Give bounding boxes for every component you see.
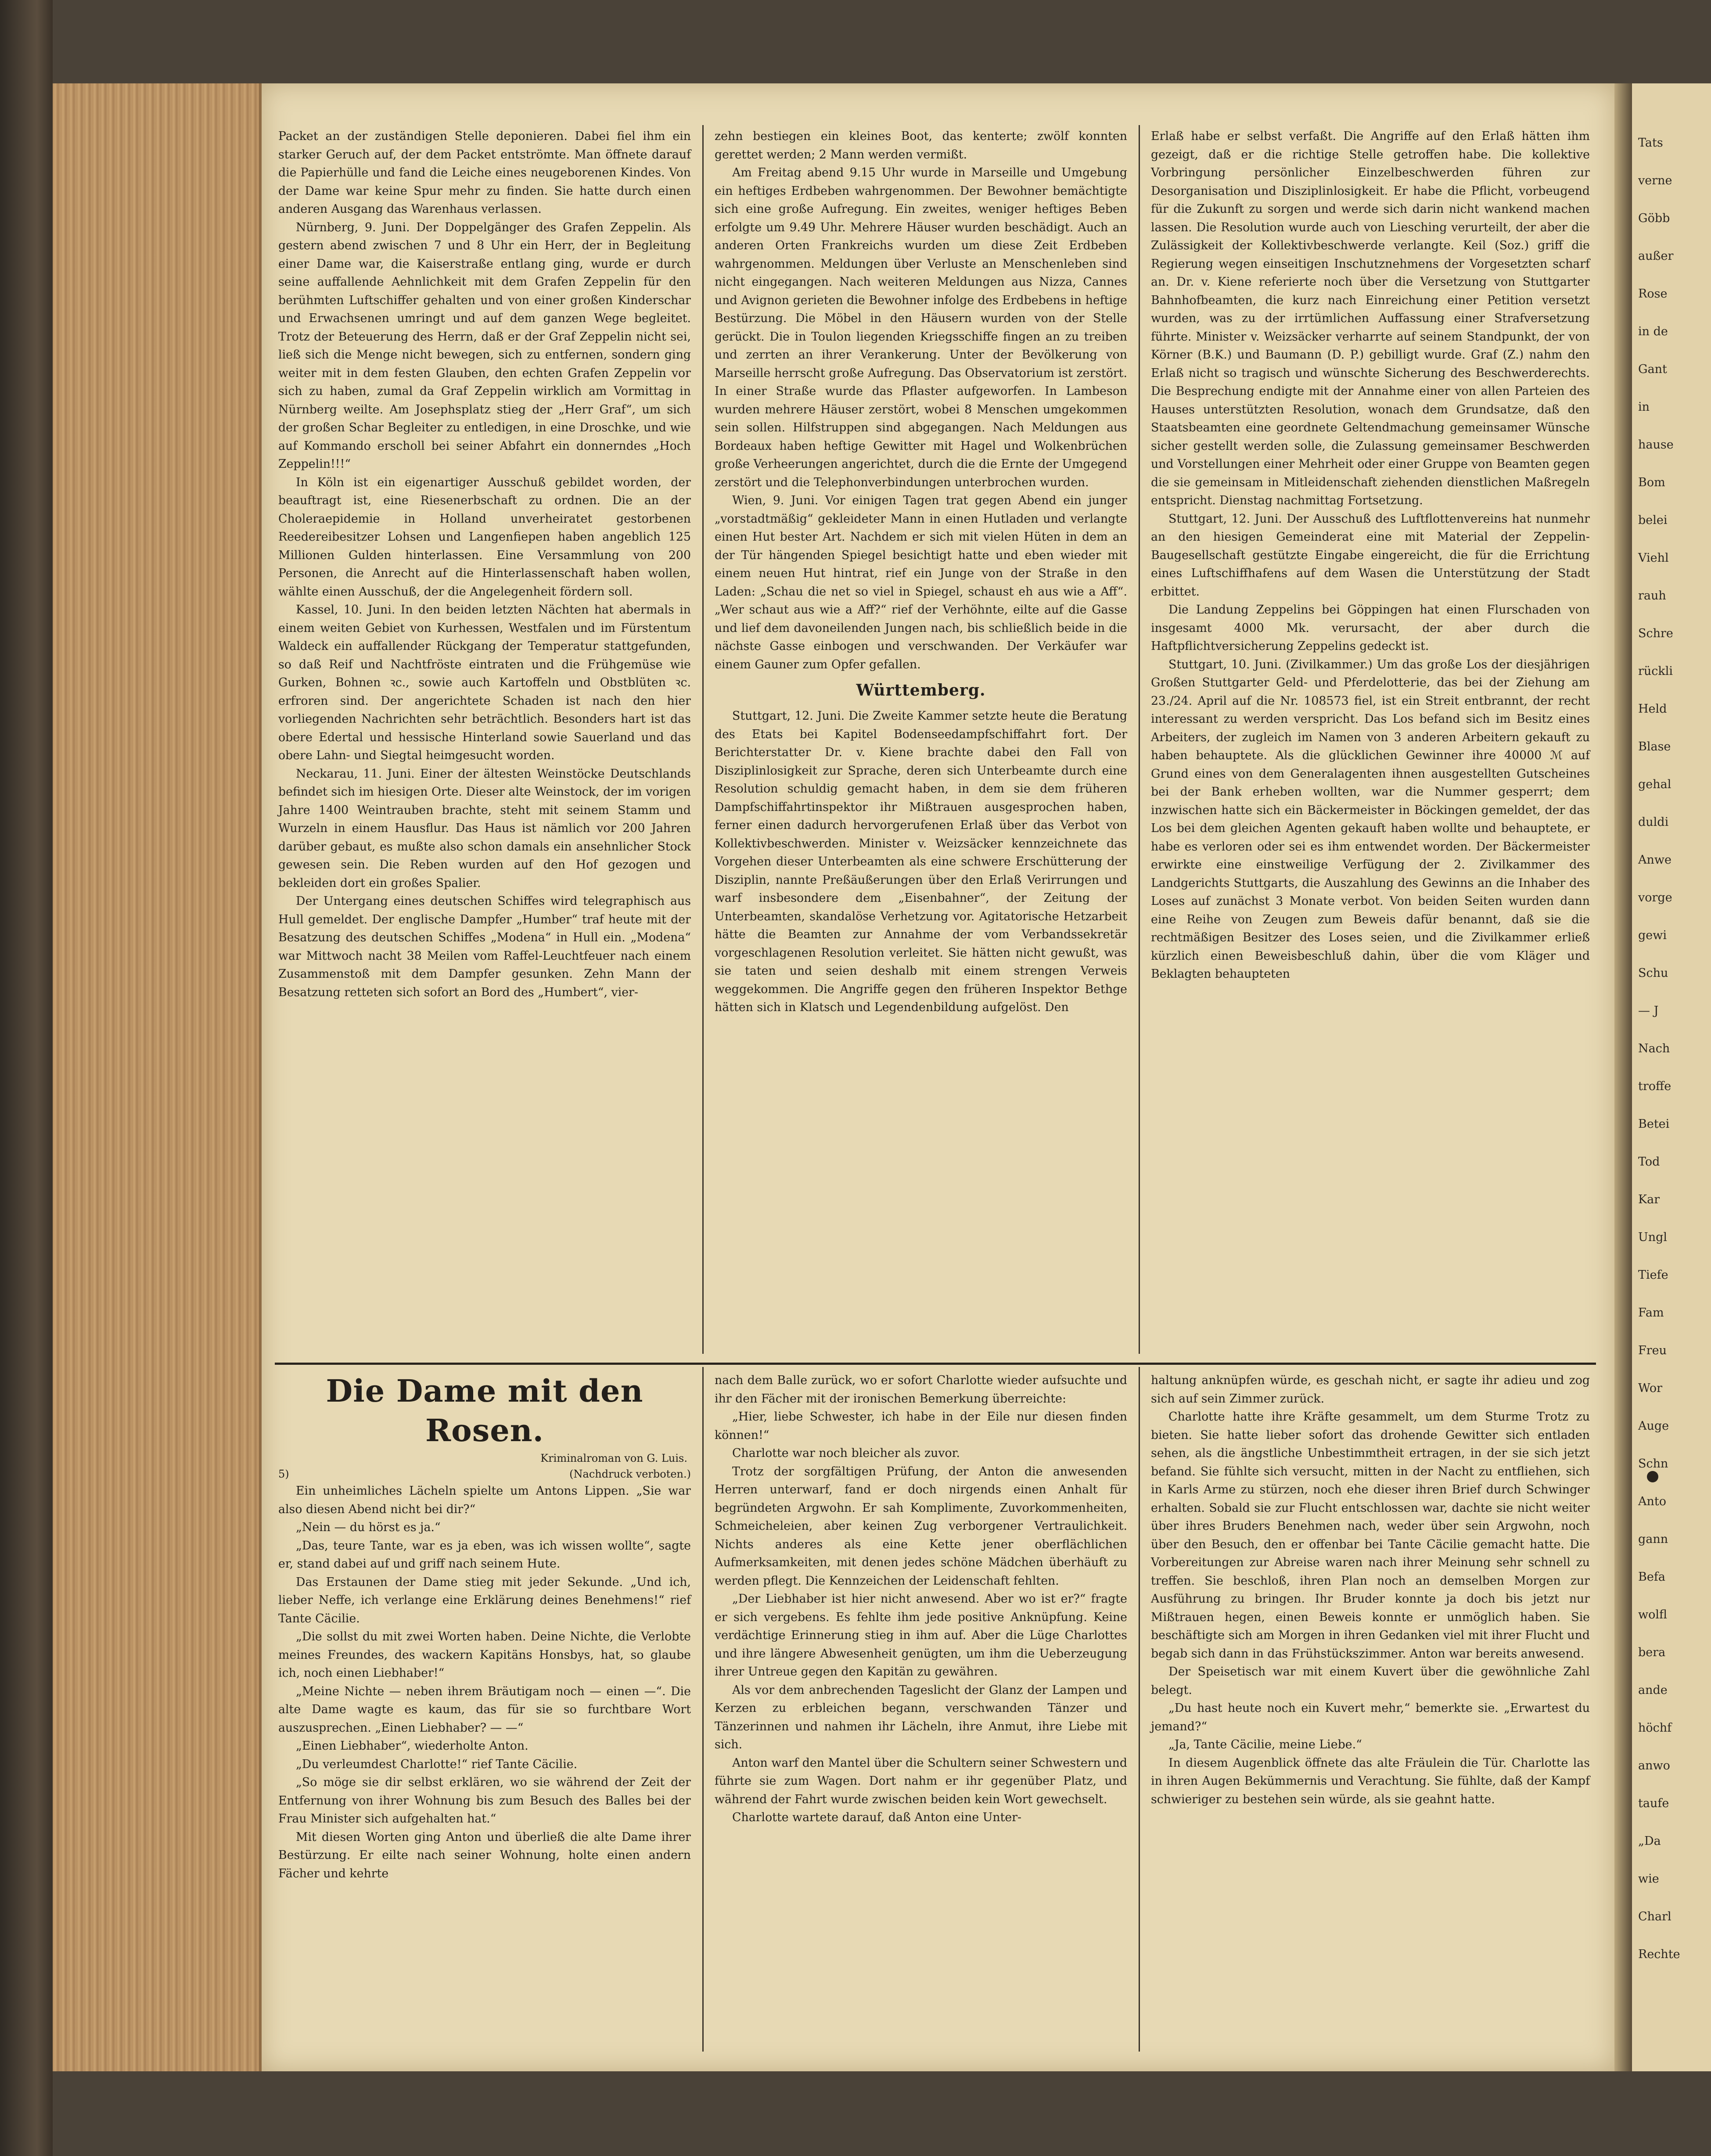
paragraph: Stuttgart, 10. Juni. (Zivilkammer.) Um das große Los der diesjährigen Großen Stuttgarter Geld- und Pferdelotterie, das bei der Ziehung am 23./24. April auf die Nr. 108573 fiel, ist ein Streit entbrannt, der recht interessant zu werden verspricht. Das Los befand sich im Besitz eines Arbeiters, der zugleich im Namen von 3 anderen Arbeitern gekauft zu haben behauptete. Als die glücklichen Gewinner ihre 40000 ℳ auf Grund eines von dem Generalagenten ihnen ausgestellten Gutscheines bei der Bank erheben wollten, war die Nummer gesperrt; dem inzwischen hatte sich ein Bäckermeister in Böckingen gemeldet, der das Los bei dem gleichen Agenten gekauft haben wollte und behauptete, er habe es verloren oder sei es ihm entwendet worden. Der Bäckermeister erwirkte eine einstweilige Verfügung der 2. Zivilkammer des Landgerichts Stuttgarts, die Auszahlung des Gewinns an die Inhaber des Loses auf zunächst 3 Monate verbot. Von beiden Seiten wurden dann eine Reihe von Zeugen zum Beweis dafür benannt, daß sie die rechtmäßigen Besitzer des Loses seien, und die Zivilkammer erließ kürzlich einen Beweisbeschluß dahin, über die vom Kläger und Beklagten behaupteten — [1151, 657, 1590, 981]
adjacent-page-text-fragment: taufe — [1638, 1797, 1669, 1810]
adjacent-page-text-fragment: verne — [1638, 174, 1672, 187]
paragraph: „Die sollst du mit zwei Worten haben. Deine Nichte, die Verlobte meines Freundes, des wackern Kapitäns Honsbys, hat, so glaube ich, noch einen Liebhaber!“ — [278, 1630, 691, 1680]
adjacent-page-text-fragment: ande — [1638, 1683, 1668, 1697]
adjacent-page-text-fragment: Rose — [1638, 287, 1668, 301]
paragraph: Die Landung Zeppelins bei Göppingen hat einen Flurschaden von insgesamt 4000 Mk. verursacht, der aber durch die Haftpflichtversicherung Zeppelins gedeckt ist. — [1151, 603, 1590, 653]
adjacent-page-text-fragment: rauh — [1638, 589, 1666, 603]
paragraph: „Hier, liebe Schwester, ich habe in der Eile nur diesen finden können!“ — [715, 1410, 1127, 1442]
adjacent-page-text-fragment: höchf — [1638, 1721, 1672, 1735]
column-divider — [1139, 1367, 1140, 2052]
adjacent-page-text-fragment: Nach — [1638, 1042, 1670, 1055]
paragraph: Der Speisetisch war mit einem Kuvert über die gewöhnliche Zahl belegt. — [1151, 1665, 1590, 1697]
adjacent-page-text-fragment: Rechte — [1638, 1948, 1680, 1961]
adjacent-page-text-fragment: gehal — [1638, 778, 1671, 791]
adjacent-page-text-fragment: „Da — [1638, 1834, 1661, 1848]
adjacent-page-text-fragment: Fam — [1638, 1306, 1664, 1320]
news-column-2 — [715, 127, 1127, 1017]
paragraph: Das Erstaunen der Dame stieg mit jeder Sekunde. „Und ich, lieber Neffe, ich verlange eine Erklärung deines Benehmens!“ rief Tante Cäcilie. — [278, 1575, 691, 1625]
novel-column-3 — [1151, 1371, 1590, 1808]
paragraph: nach dem Balle zurück, wo er sofort Charlotte wieder aufsuchte und ihr den Fächer mit der ironischen Bemerkung überreichte: — [715, 1374, 1127, 1406]
paragraph: „Du hast heute noch ein Kuvert mehr,“ bemerkte sie. „Erwartest du jemand?“ — [1151, 1701, 1590, 1733]
binding-hole — [1647, 1471, 1658, 1482]
paragraph: Charlotte wartete darauf, daß Anton eine Unter- — [732, 1811, 1022, 1824]
adjacent-page-text-fragment: belei — [1638, 513, 1668, 527]
paragraph: „So möge sie dir selbst erklären, wo sie während der Zeit der Entfernung von ihrer Wohnung bis zum Besuch des Balles bei der Frau Minister sich aufgehalten hat.“ — [278, 1776, 691, 1826]
paragraph: „Nein — du hörst es ja.“ — [296, 1521, 441, 1534]
paragraph: Anton warf den Mantel über die Schultern seiner Schwestern und führte sie zum Wagen. Dort nahm er ihr gegenüber Platz, und während der Fahrt wurde zwischen beiden kein Wort gewechselt. — [715, 1756, 1127, 1806]
novel-column-1 — [278, 1371, 691, 1883]
adjacent-page-text-fragment: hause — [1638, 438, 1674, 452]
adjacent-page-text-fragment: in — [1638, 400, 1650, 414]
adjacent-page-text-fragment: Tats — [1638, 136, 1663, 150]
adjacent-page-text-fragment: Viehl — [1638, 551, 1669, 565]
book-spine — [0, 0, 53, 2156]
adjacent-page-text-fragment: gewi — [1638, 929, 1667, 942]
adjacent-page-text-fragment: Wor — [1638, 1381, 1663, 1395]
feuilleton-separator — [275, 1363, 1596, 1365]
adjacent-page-text-fragment: Ungl — [1638, 1230, 1668, 1244]
adjacent-page-text-fragment: gann — [1638, 1532, 1668, 1546]
paragraph: Mit diesen Worten ging Anton und überließ die alte Dame ihrer Bestürzung. Er eilte nach seiner Wohnung, holte einen andern Fächer und kehrte — [278, 1830, 691, 1880]
paragraph: „Du verleumdest Charlotte!“ rief Tante Cäcilie. — [296, 1757, 578, 1771]
paragraph: In Köln ist ein eigenartiger Ausschuß gebildet worden, der beauftragt ist, eine Riesenerbschaft zu ordnen. Die an der Choleraepidemie in Holland unverheiratet gestorbenen Reedereibesitzer Lohsen und Langenfiepen haben angeblich 125 Millionen Gulden hinterlassen. Eine Versammlung von 200 Personen, die Anrecht auf die Hinterlassenschaft haben wollen, wählte einen Ausschuß, der die Angelegenheit fördern soll. — [278, 475, 691, 599]
paragraph: Charlotte war noch bleicher als zuvor. — [732, 1446, 960, 1460]
paragraph: In diesem Augenblick öffnete das alte Fräulein die Tür. Charlotte las in ihren Augen Bekümmernis und Verachtung. Sie fühlte, daß der Kampf schwieriger zu bestehen sein würde, als sie geahnt hatte. — [1151, 1756, 1590, 1806]
paragraph: Trotz der sorgfältigen Prüfung, der Anton die anwesenden Herren unterwarf, fand er doch nirgends einen Anhalt für begründeten Argwohn. Er sah Komplimente, Zuvorkommenheiten, Schmeicheleien, aber keinen Zug verborgener Vertraulichkeit. Nichts anderes als eine Kette jener oberflächlichen Aufmerksamkeiten, mit denen jedes schöne Mädchen überhäuft zu werden pflegt. Die Kennzeichen der Leidenschaft fehlten. — [715, 1464, 1127, 1588]
paragraph: Nürnberg, 9. Juni. Der Doppelgänger des Grafen Zeppelin. Als gestern abend zwischen 7 und 8 Uhr ein Herr, der in Begleitung einer Dame war, die Kaiserstraße entlang ging, wurde er durch seine auffallende Aehnlichkeit mit dem Grafen Zeppelin für den berühmten Luftschiffer gehalten und von einer großen Kinderschar und Erwachsenen umringt und auf dem ganzen Wege begleitet. Trotz der Beteuerung des Herrn, daß er der Graf Zeppelin nicht sei, ließ sich die Menge nicht bewegen, sich zu entfernen, sondern ging weiter mit in dem festen Glauben, den echten Grafen Zeppelin vor sich zu haben, zumal da Graf Zeppelin wirklich am Vormittag in Nürnberg weilte. Am Josephsplatz stieg der „Herr Graf“, um sich der großen Schar Begleiter zu entledigen, in eine Droschke, und wie auf Kommando erscholl bei seiner Abfahrt ein donnerndes „Hoch Zeppelin!!!“ — [278, 220, 691, 471]
paragraph: Als vor dem anbrechenden Tageslicht der Glanz der Lampen und Kerzen zu erbleichen begann, verschwanden Tänzer und Tänzerinnen und nahmen ihr Lächeln, ihre Anmut, ihre Liebe mit sich. — [715, 1683, 1127, 1751]
adjacent-page-text-fragment: Held — [1638, 702, 1667, 716]
adjacent-page-text-fragment: außer — [1638, 249, 1674, 263]
newspaper-page — [262, 83, 1614, 2071]
adjacent-page-text-fragment: Schu — [1638, 966, 1668, 980]
news-column-3 — [1151, 127, 1590, 983]
adjacent-page-text-fragment: Göbb — [1638, 212, 1670, 225]
paragraph: zehn bestiegen ein kleines Boot, das kenterte; zwölf konnten gerettet werden; 2 Mann werden vermißt. — [715, 129, 1127, 161]
adjacent-page-text-fragment: Auge — [1638, 1419, 1669, 1433]
paragraph: Am Freitag abend 9.15 Uhr wurde in Marseille und Umgebung ein heftiges Erdbeben wahrgenommen. Der Bewohner bemächtigte sich eine große Aufregung. Ein zweites, weniger heftiges Beben erfolgte um 9.49 Uhr. Mehrere Häuser wurden beschädigt. Auch an anderen Orten Frankreichs wurden um diese Zeit Erdbeben wahrgenommen. Meldungen über Verluste an Menschenleben sind nicht eingegangen. Nach weiteren Meldungen aus Nizza, Cannes und Avignon gerieten die Bewohner infolge des Erdbebens in heftige Bestürzung. Die Möbel in den Häusern wurden von der Stelle gerückt. Die in Toulon liegenden Kriegsschiffe fingen an zu treiben und zerrten an ihrer Verankerung. Unter der Bevölkerung von Marseille herrscht große Aufregung. Das Observatorium ist zerstört. In einer Straße wurde das Pflaster aufgeworfen. In Lambeson wurden mehrere Häuser zerstört, wobei 8 Menschen umgekommen sein sollen. Hilfstruppen sind abgegangen. Nach Meldungen aus Bordeaux haben heftige Gewitter mit Hagel und Wolkenbrüchen große Verheerungen angerichtet, durch die die Ernte der Umgegend zerstört und die Telephonverbindungen unterbrochen wurden. — [715, 166, 1127, 489]
novel-column-2 — [715, 1371, 1127, 1827]
adjacent-page-text-fragment: duldi — [1638, 815, 1669, 829]
paragraph: „Einen Liebhaber“, wiederholte Anton. — [296, 1739, 528, 1753]
adjacent-page-text-fragment: Befa — [1638, 1570, 1665, 1584]
adjacent-page-text-fragment: bera — [1638, 1646, 1666, 1659]
adjacent-page-text-fragment: Tod — [1638, 1155, 1660, 1169]
adjacent-page-text-fragment: Bom — [1638, 476, 1665, 489]
adjacent-page-text-fragment: in de — [1638, 325, 1668, 338]
paragraph: Kassel, 10. Juni. In den beiden letzten Nächten hat abermals in einem weiten Gebiet von Kurhessen, Westfalen und im Fürstentum Waldeck ein auffallender Rückgang der Temperatur stattgefunden, so daß Reif und Nachtfröste eintraten und die Frühgemüse wie Gurken, Bohnen ꝛc., sowie auch Kartoffeln und Obstblüten ꝛc. erfroren sind. Der angerichtete Schaden ist nach den hier vorliegenden Nachrichten sehr beträchtlich. Besonders hart ist das obere Edertal und hessische Hinterland sowie Sauerland und das obere Lahn- und Siegtal heimgesucht worden. — [278, 603, 691, 762]
adjacent-page-text-fragment: Kar — [1638, 1193, 1660, 1206]
adjacent-page-text-fragment: Anto — [1638, 1495, 1666, 1508]
paragraph: Erlaß habe er selbst verfaßt. Die Angriffe auf den Erlaß hätten ihm gezeigt, daß er die richtige Stelle getroffen habe. Die kollektive Vorbringung persönlicher Einzelbeschwerden führen zur Desorganisation und Disziplinlosigkeit. Er habe die Pflicht, vorbeugend für die Zukunft zu sorgen und werde sich darin nicht wankend machen lassen. Die Resolution wurde auch von Liesching verurteilt, der aber die Zulässigkeit der Kollektivbeschwerde verlangte. Keil (Soz.) griff die Regierung wegen einseitigen Inschutznehmens der Vorgesetzten scharf an. Dr. v. Kiene referierte noch über die Versetzung von Stuttgarter Bahnhofbeamten, die kurz nach Einreichung einer Petition versetzt wurden, was zu der irrtümlichen Auffassung einer Strafversetzung führte. Minister v. Weizsäcker verharrte auf seinem Standpunkt, der von Körner (B.K.) und Baumann (D. P.) gebilligt wurde. Graf (Z.) nahm den Erlaß nicht so tragisch und wünschte Sicherung des Beschwerderechts. Die Besprechung endigte mit der Annahme einer von allen Parteien des Hauses unterstützten Resolution, wonach dem Grundsatze, daß den Staatsbeamten eine geordnete Geltendmachung gemeinsamer Wünsche sicher gestellt werden solle, die Zulassung gemeinsamer Beschwerden und Vorstellungen einer Mehrheit oder einer Gruppe von Beamten gegen die sie gemeinsam in Mitleidenschaft ziehenden dienstlichen Maßregeln entspricht. Dienstag nachmittag Fortsetzung. — [1151, 129, 1590, 507]
book-page-edges — [53, 83, 262, 2071]
installment-number: 5) — [278, 1468, 289, 1480]
adjacent-page-text-fragment: Anwe — [1638, 853, 1671, 867]
adjacent-page-text-fragment: Schn — [1638, 1457, 1668, 1471]
adjacent-page-text-fragment: Freu — [1638, 1344, 1667, 1357]
adjacent-page-text-fragment: wolfl — [1638, 1608, 1668, 1621]
column-divider — [702, 1367, 704, 2052]
paragraph: Neckarau, 11. Juni. Einer der ältesten Weinstöcke Deutschlands befindet sich im hiesigen Orte. Dieser alte Weinstock, der im vorigen Jahre 1400 Weintrauben brachte, steht mit seinem Stamm und Wurzeln in einem Hausflur. Das Haus ist nämlich vor 200 Jahren darüber gebaut, es mußte also schon damals ein ansehnlicher Stock gewesen sein. Die Reben wurden auf den Hof gezogen und bekleiden dort ein großes Spalier. — [278, 767, 691, 890]
adjacent-page-text-fragment: troffe — [1638, 1080, 1671, 1093]
paragraph: Ein unheimliches Lächeln spielte um Antons Lippen. „Sie war also diesen Abend nicht bei dir?“ — [278, 1484, 691, 1516]
adjacent-page-text-fragment: Gant — [1638, 362, 1667, 376]
column-divider — [1139, 125, 1140, 1354]
paragraph: „Ja, Tante Cäcilie, meine Liebe.“ — [1168, 1738, 1362, 1751]
paragraph: Stuttgart, 12. Juni. Die Zweite Kammer setzte heute die Beratung des Etats bei Kapitel Bodenseedampfschiffahrt fort. Der Berichterstatter Dr. v. Kiene brachte dabei den Fall von Disziplinlosigkeit zur Sprache, deren sich Unterbeamte durch eine Resolution schuldig gemacht haben, in dem sie dem früheren Dampfschiffahrtinspektor ihr Mißtrauen ausgesprochen haben, ferner einen dadurch hervorgerufenen Erlaß über das Verbot von Kollektivbeschwerden. Minister v. Weizsäcker kennzeichnete das Vorgehen dieser Unterbeamten als eine schwere Erschütterung der Disziplin, nannte Preßäußerungen über den Erlaß Verirrungen und warf insbesondere dem „Eisenbahner“, der Zeitung der Unterbeamten, skandalöse Verhetzung vor. Agitatorische Hetzarbeit hätte die Beamten zur Annahme der vom Verbandssekretär vorgeschlagenen Resolution verleitet. Sie hätten nicht gewußt, was sie taten und seien deshalb mit einem strengen Verweis weggekommen. Die Angriffe gegen den früheren Inspektor Bethge hätten sich in Klatsch und Legendenbildung aufgelöst. Den — [715, 709, 1127, 1014]
paragraph: „Das, teure Tante, war es ja eben, was ich wissen wollte“, sagte er, stand dabei auf und griff nach seinem Hute. — [278, 1539, 691, 1571]
paragraph: Packet an der zuständigen Stelle deponieren. Dabei fiel ihm ein starker Geruch auf, der dem Packet entströmte. Man öffnete darauf die Papierhülle und fand die Leiche eines neugeborenen Kindes. Von der Dame war keine Spur mehr zu finden. Sie hatte durch einen anderen Ausgang das Warenhaus verlassen. — [278, 129, 691, 216]
paragraph: „Der Liebhaber ist hier nicht anwesend. Aber wo ist er?“ fragte er sich vergebens. Es fehlte ihm jede positive Anknüpfung. Keine verdächtige Erinnerung stieg in ihm auf. Aber die Lüge Charlottes und ihre längere Abwesenheit genügten, um ihm die Ueberzeugung ihrer Untreue gegen den Kapitän zu gewähren. — [715, 1592, 1127, 1679]
paragraph: haltung anknüpfen würde, es geschah nicht, er sagte ihr adieu und zog sich auf sein Zimmer zurück. — [1151, 1374, 1590, 1406]
novel-subtitle: Kriminalroman von G. Luis. — [540, 1452, 687, 1464]
adjacent-page-text-fragment: Blase — [1638, 740, 1671, 753]
paragraph: Stuttgart, 12. Juni. Der Ausschuß des Luftflottenvereins hat nunmehr an den hiesigen Gemeinderat eine mit Material der Zeppelin-Baugesellschaft gestützte Eingabe eingereicht, die für die Errichtung eines Luftschiffhafens auf dem Wasen die Unterstützung der Stadt erbittet. — [1151, 512, 1590, 599]
paragraph: „Meine Nichte — neben ihrem Bräutigam noch — einen —“. Die alte Dame wagte es kaum, das für sie so furchtbare Wort auszusprechen. „Einen Liebhaber? — —“ — [278, 1684, 691, 1735]
page-gutter — [1614, 83, 1632, 2071]
adjacent-page-text-fragment: Charl — [1638, 1910, 1671, 1923]
adjacent-page-text-fragment: vorge — [1638, 891, 1672, 904]
adjacent-page-text-fragment: Schre — [1638, 627, 1673, 640]
adjacent-page-text-fragment: Betei — [1638, 1117, 1670, 1131]
novel-title: Die Dame mit den Rosen. — [326, 1373, 643, 1449]
paragraph: Der Untergang eines deutschen Schiffes wird telegraphisch aus Hull gemeldet. Der englische Dampfer „Humber“ traf heute mit der Besatzung des deutschen Schiffes „Modena“ in Hull ein. „Modena“ war Mittwoch nacht 38 Meilen vom Raffel-Leuchtfeuer nach einem Zusammenstoß mit dem Dampfer gesunken. Zehn Mann der Besatzung retteten sich sofort an Bord des „Humbert“, vier- — [278, 894, 691, 999]
paragraph: Wien, 9. Juni. Vor einigen Tagen trat gegen Abend ein junger „vorstadtmäßig“ gekleideter Mann in einen Hutladen und verlangte einen Hut bester Art. Nachdem er sich mit vielen Hüten in dem an der Tür hängenden Spiegel besichtigt hatte und eben wieder mit einem neuen Hut hintrat, rief ein Junge von der Straße in den Laden: „Schau die net so viel in Spiegel, schaust eh aus wie a Aff“. „Wer schaut aus wie a Aff?“ rief der Verhöhnte, eilte auf die Gasse und lief dem davoneilenden Jungen nach, bis schließlich beide in die nächste Gasse einbogen und verschwanden. Der Verkäufer war einem Gauner zum Opfer gefallen. — [715, 494, 1127, 671]
column-divider — [702, 125, 704, 1354]
news-column-1 — [278, 127, 691, 1001]
adjacent-page-edge — [1632, 83, 1711, 2071]
adjacent-page-text-fragment: rückli — [1638, 664, 1673, 678]
reprint-notice: (Nachdruck verboten.) — [569, 1468, 691, 1480]
adjacent-page-text-fragment: wie — [1638, 1872, 1659, 1886]
novel-meta-line — [278, 1466, 691, 1482]
adjacent-page-text-fragment: Tiefe — [1638, 1268, 1668, 1282]
paragraph: Charlotte hatte ihre Kräfte gesammelt, um dem Sturme Trotz zu bieten. Sie hatte lieber sofort das drohende Gewitter sich entladen sehen, als die ängstliche Unbestimmtheit ertragen, in der sie sich jetzt befand. Sie fühlte sich versucht, mitten in der Nacht zu entfliehen, sich in Karls Arme zu stürzen, noch ehe dieser ihren Brief durch Schwinger erhalten. Sobald sie zur Flucht entschlossen war, dachte sie nicht weiter über ihres Bruders Benehmen nach, weder über sein Argwohn, noch über den Besuch, den er offenbar bei Tante Cäcilie gemacht hatte. Die Vorbereitungen zur Abreise waren nach ihrer Meinung sehr schnell zu treffen. Sie beschloß, ihren Plan noch an demselben Morgen zur Ausführung zu bringen. Ihr Bruder konnte ja doch bis jetzt nur Mißtrauen hegen, einen Beweis konnte er unmöglich haben. Sie beschäftigte sich am Morgen in ihren Gedanken viel mit ihrer Flucht und begab sich dann in das Frühstückszimmer. Anton war bereits anwesend. — [1151, 1410, 1590, 1661]
adjacent-page-text-fragment: — J — [1638, 1004, 1659, 1018]
adjacent-page-text-fragment: anwo — [1638, 1759, 1670, 1772]
section-heading-wuerttemberg: Württemberg. — [856, 681, 986, 700]
